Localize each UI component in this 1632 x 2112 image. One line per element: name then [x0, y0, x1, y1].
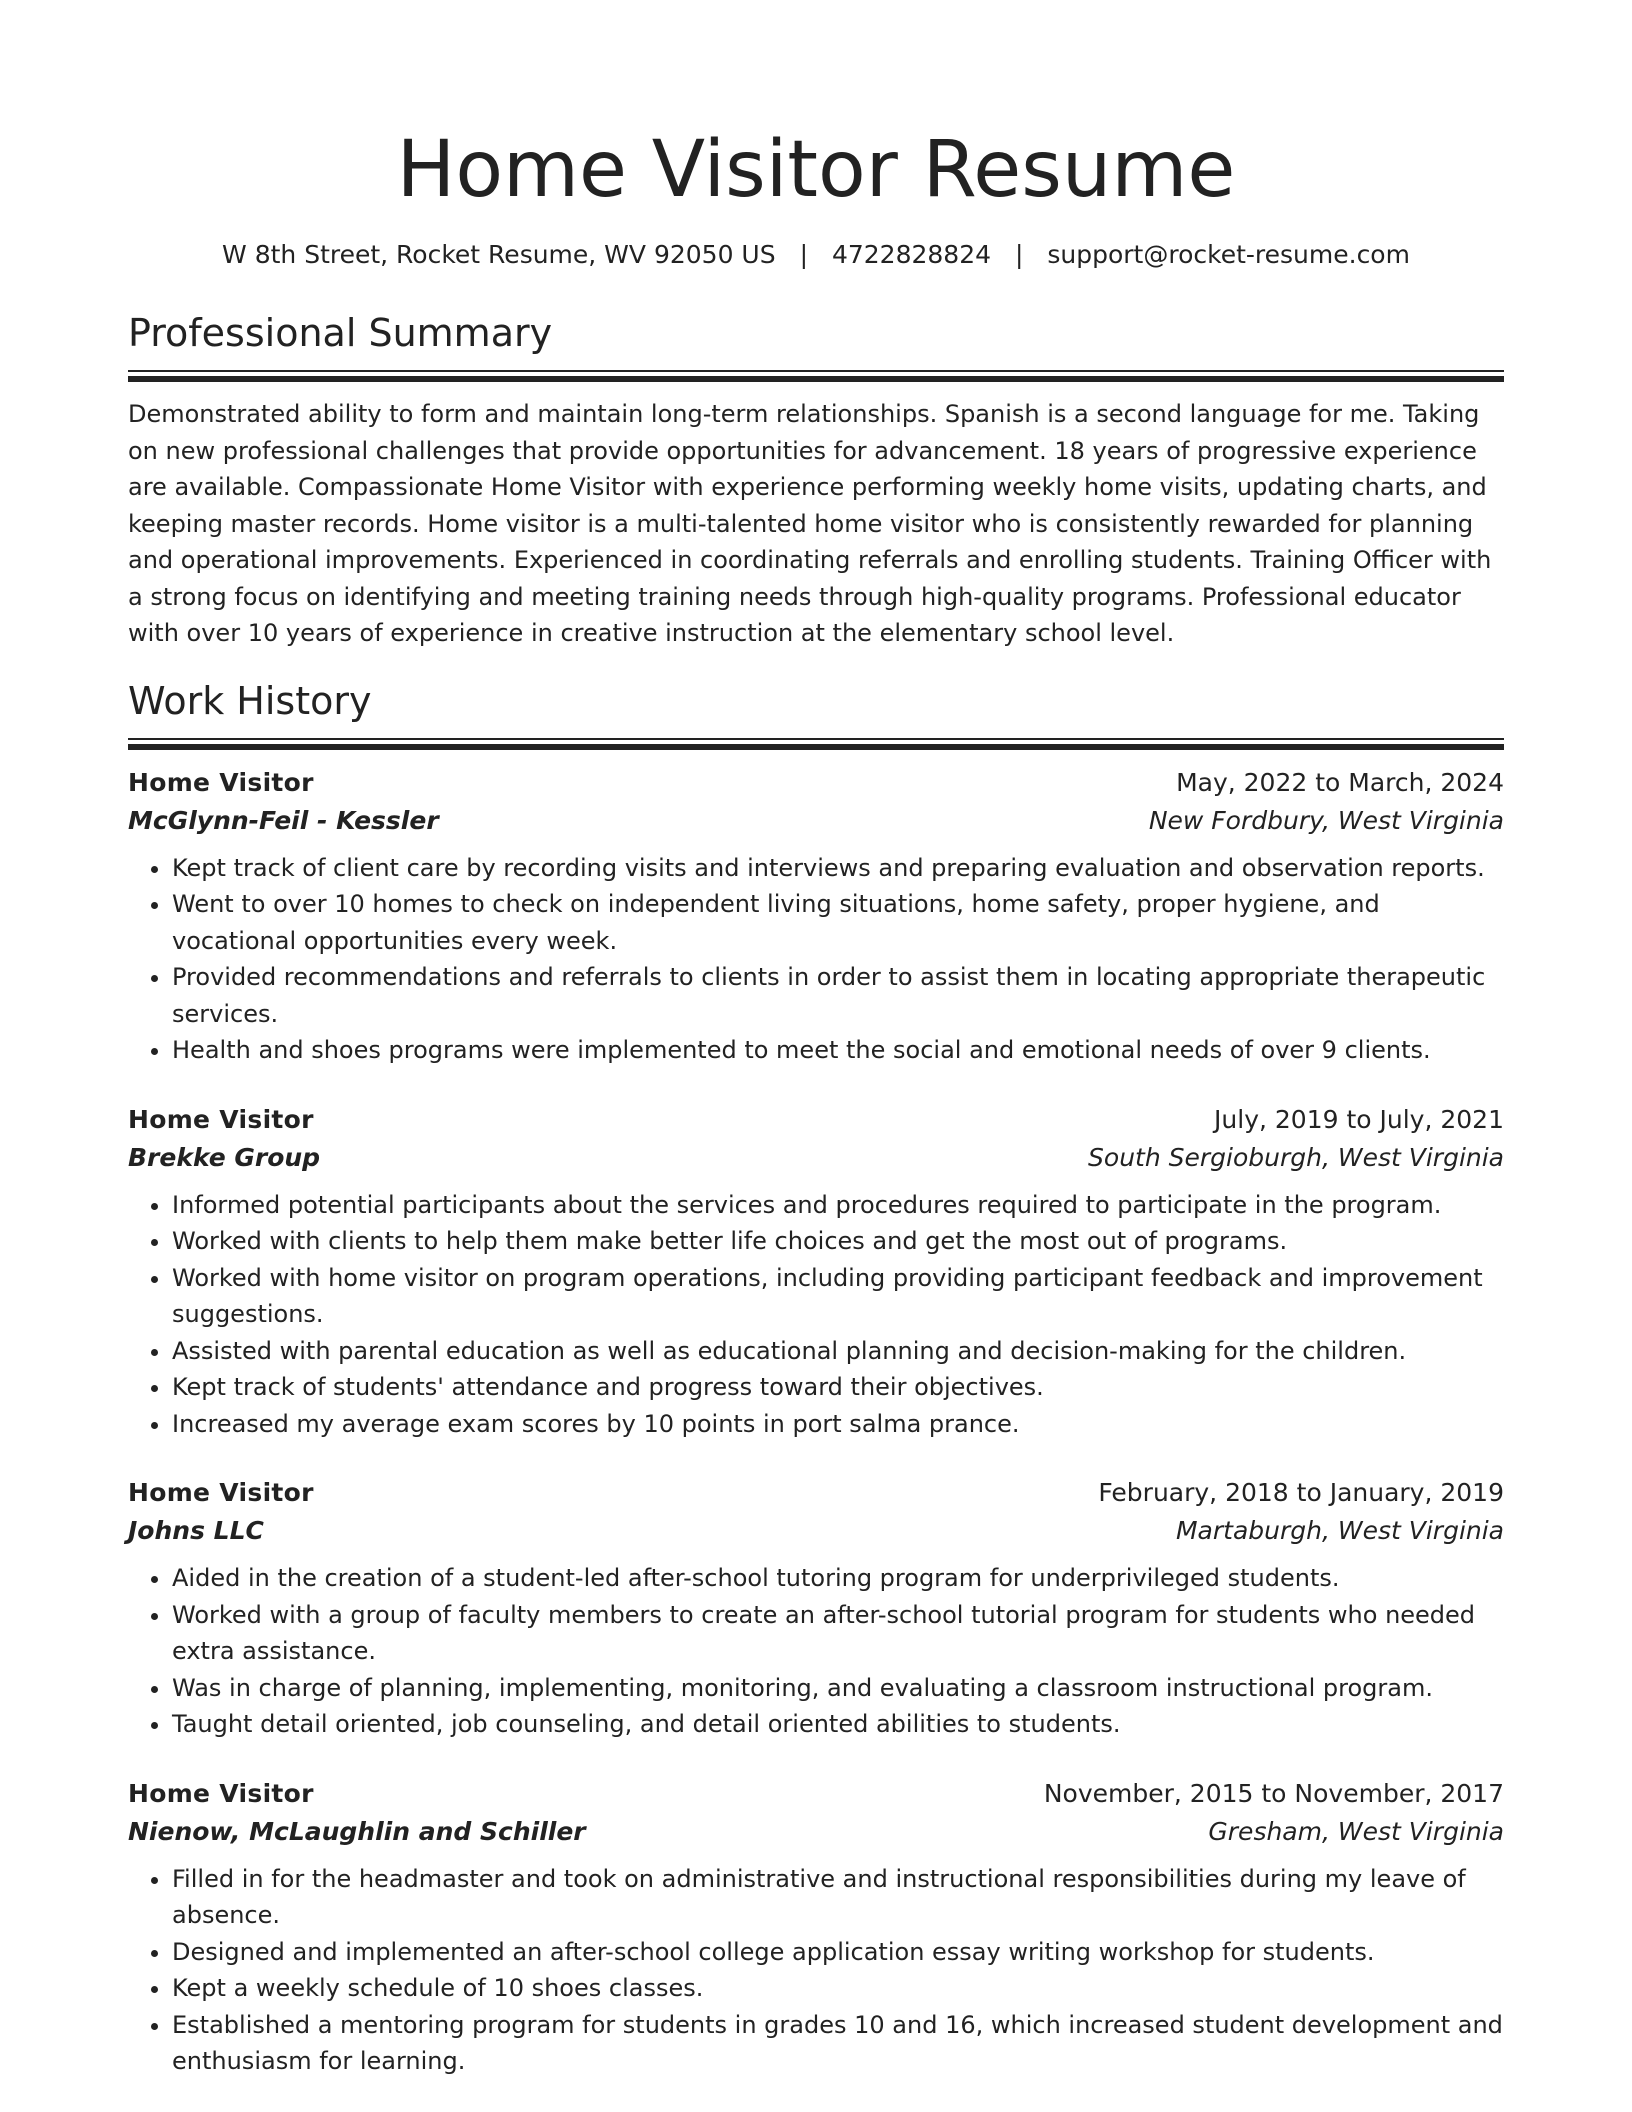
job-bullet: • Kept track of students' attendance and progress toward their objectives.	[172, 1369, 1504, 1406]
job-bullet: • Increased my average exam scores by 10 points in port salma prance.	[172, 1406, 1504, 1443]
job-bullet: • Informed potential participants about the services and procedures required to participate in the program.	[172, 1187, 1504, 1224]
job-title: Home Visitor	[128, 1778, 314, 1808]
job-location: Martaburgh, West Virginia	[1175, 1516, 1504, 1545]
job-bullet: • Filled in for the headmaster and took on administrative and instructional responsibilities during my leave of absence.	[172, 1861, 1504, 1934]
job-entry	[128, 1775, 1504, 2080]
section-divider	[128, 370, 1504, 382]
job-bullet: • Was in charge of planning, implementing, monitoring, and evaluating a classroom instructional program.	[172, 1670, 1504, 1707]
resume-page	[128, 0, 1504, 2080]
job-company: Brekke Group	[128, 1142, 321, 1172]
job-location: New Fordbury, West Virginia	[1148, 805, 1504, 835]
job-entry	[128, 764, 1504, 1069]
job-bullet: • Aided in the creation of a student-led after-school tutoring program for underprivileged students.	[172, 1560, 1504, 1597]
contact-separator: |	[1014, 240, 1024, 269]
job-title: Home Visitor	[128, 1478, 314, 1507]
job-title: Home Visitor	[128, 767, 314, 797]
work-history-heading: Work History	[128, 678, 372, 723]
job-title: Home Visitor	[128, 1104, 314, 1134]
resume-title: Home Visitor Resume	[396, 125, 1236, 215]
job-entry	[128, 1101, 1504, 1443]
job-location: Gresham, West Virginia	[1208, 1816, 1504, 1846]
job-bullet: • Designed and implemented an after-school college application essay writing workshop for students.	[172, 1934, 1504, 1971]
contact-phone: 4722828824	[831, 240, 992, 269]
job-entry	[128, 1474, 1504, 1743]
contact-line	[128, 238, 1504, 272]
job-company: Johns LLC	[128, 1516, 264, 1545]
contact-email: support@rocket-resume.com	[1047, 240, 1410, 269]
job-dates: May, 2022 to March, 2024	[1176, 767, 1504, 797]
job-bullet: • Provided recommendations and referrals to clients in order to assist them in locating appropriate therapeutic services.	[172, 959, 1504, 1032]
job-company: McGlynn-Feil - Kessler	[128, 805, 439, 835]
job-bullet: • Kept track of client care by recording visits and interviews and preparing evaluation and observation reports.	[172, 850, 1504, 887]
job-bullet: • Worked with clients to help them make better life choices and get the most out of programs.	[172, 1223, 1504, 1260]
job-company: Nienow, McLaughlin and Schiller	[128, 1816, 586, 1846]
contact-separator: |	[799, 240, 808, 269]
job-bullet: • Kept a weekly schedule of 10 shoes classes.	[172, 1970, 1504, 2007]
contact-address: W 8th Street, Rocket Resume, WV 92050 US	[222, 240, 776, 269]
job-bullet-list	[128, 1861, 1504, 2080]
job-bullet-list	[128, 1187, 1504, 1443]
job-bullet: • Assisted with parental education as well as educational planning and decision-making for the children.	[172, 1333, 1504, 1370]
job-bullet-list	[128, 850, 1504, 1069]
job-bullet-list	[128, 1560, 1504, 1743]
summary-heading: Professional Summary	[128, 311, 553, 355]
job-bullet: • Went to over 10 homes to check on independent living situations, home safety, proper hygiene, and vocational opportunities every week.	[172, 886, 1504, 959]
section-divider	[128, 738, 1504, 750]
job-location: South Sergioburgh, West Virginia	[1088, 1142, 1504, 1172]
job-bullet: • Worked with a group of faculty members to create an after-school tutorial program for students who needed extra assistance.	[172, 1597, 1504, 1670]
job-dates: July, 2019 to July, 2021	[1214, 1104, 1504, 1134]
job-bullet: • Taught detail oriented, job counseling, and detail oriented abilities to students.	[172, 1706, 1504, 1743]
job-dates: November, 2015 to November, 2017	[1043, 1778, 1504, 1808]
job-bullet: • Health and shoes programs were implemented to meet the social and emotional needs of over 9 clients.	[172, 1032, 1504, 1069]
job-dates: February, 2018 to January, 2019	[1098, 1478, 1504, 1507]
summary-text: Demonstrated ability to form and maintain long-term relationships. Spanish is a second language for me. Taking on new professional challenges that provide opportunities for advancement. 18 years of progressive experience are available. Compassionate Home Visitor with experience performing weekly home visits, updating charts, and keeping master records. Home visitor is a multi-talented home visitor who is consistently rewarded for planning and operational improvements. Experienced in coordinating referrals and enrolling students. Training Officer with a strong focus on identifying and meeting training needs through high-quality programs. Professional educator with over 10 years of experience in creative instruction at the elementary school level.	[128, 400, 1492, 647]
job-bullet: • Established a mentoring program for students in grades 10 and 16, which increased student development and enthusiasm for learning.	[172, 2007, 1504, 2080]
job-bullet: • Worked with home visitor on program operations, including providing participant feedback and improvement suggestions.	[172, 1260, 1504, 1333]
